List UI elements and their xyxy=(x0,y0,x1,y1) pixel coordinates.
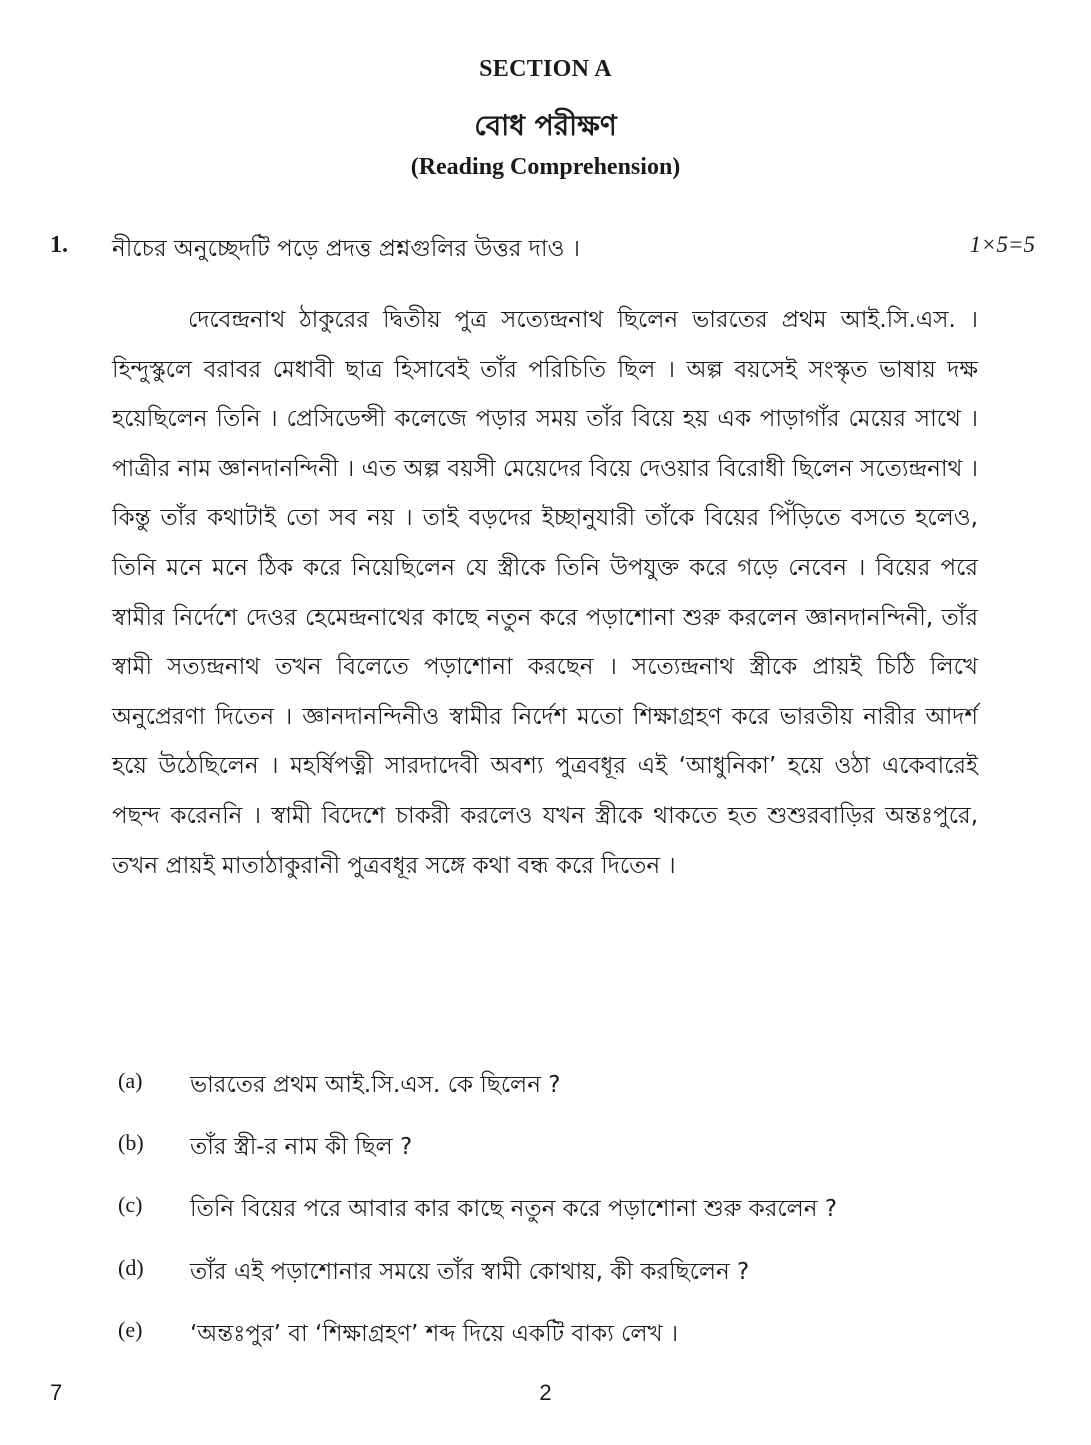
section-title: SECTION A xyxy=(479,56,612,82)
sub-question-text: তাঁর স্ত্রী-র নাম কী ছিল ? xyxy=(190,1134,413,1160)
sub-question-label: (b) xyxy=(118,1130,144,1155)
sub-question-label: (e) xyxy=(118,1317,143,1342)
page-number: 2 xyxy=(539,1380,552,1405)
sub-question-text: ভারতের প্রথম আই.সি.এস. কে ছিলেন ? xyxy=(190,1072,561,1098)
paper-code: 7 xyxy=(50,1380,63,1405)
sub-question-text: তিনি বিয়ের পরে আবার কার কাছে নতুন করে পড়াশোনা শুরু করলেন ? xyxy=(190,1196,838,1222)
sub-question-label: (d) xyxy=(118,1255,144,1280)
comprehension-passage: দেবেন্দ্রনাথ ঠাকুরের দ্বিতীয় পুত্র সত্যেন্দ্রনাথ ছিলেন ভারতের প্রথম আই.সি.এস. । হিন্দুস্কুলে বরাবর মেধাবী ছাত্র হিসাবেই তাঁর পরিচিতি ছিল । অল্প বয়সেই সংস্কৃত ভাষায় দক্ষ হয়েছিলেন তিনি । প্রেসিডেন্সী কলেজে পড়ার সময় তাঁর বিয়ে হয় এক পাড়াগাঁর মেয়ের সাথে । পাত্রীর নাম জ্ঞানদানন্দিনী । এত অল্প বয়সী মেয়েদের বিয়ে দেওয়ার বিরোধী ছিলেন সত্যেন্দ্রনাথ । কিন্তু তাঁর কথাটাই তো সব নয় । তাই বড়দের ইচ্ছানুযারী তাঁকে বিয়ের পিঁড়িতে বসতে হলেও, তিনি মনে মনে ঠিক করে নিয়েছিলেন যে স্ত্রীকে তিনি উপযুক্ত করে গড়ে নেবেন । বিয়ের পরে স্বামীর নির্দেশে দেওর হেমেন্দ্রনাথের কাছে নতুন করে পড়াশোনা শুরু করলেন জ্ঞানদানন্দিনী, তাঁর স্বামী সত্যন্দ্রনাথ তখন বিলেতে পড়াশোনা করছেন । সত্যেন্দ্রনাথ স্ত্রীকে প্রায়ই চিঠি লিখে অনুপ্রেরণা দিতেন । জ্ঞানদানন্দিনীও স্বামীর নির্দেশ মতো শিক্ষাগ্রহণ করে ভারতীয় নারীর আদর্শ হয়ে উঠেছিলেন । মহর্ষিপত্নী সারদাদেবী অবশ্য পুত্রবধূর এই ‘আধুনিকা’ হয়ে ওঠা একেবারেই পছন্দ করেননি । স্বামী বিদেশে চাকরী করলেও যখন স্ত্রীকে থাকতে হত শুশুরবাড়ির অন্তঃপুরে, তখন প্রায়ই মাতাঠাকুরানী পুত্রবধূর সঙ্গে কথা বন্ধ করে দিতেন । xyxy=(112,307,978,879)
question-instruction: নীচের অনুচ্ছেদটি পড়ে প্রদত্ত প্রশ্নগুলির উত্তর দাও । xyxy=(112,236,580,262)
sub-question-label: (a) xyxy=(118,1068,143,1093)
section-subtitle-bengali: বোধ পরীক্ষণ xyxy=(474,109,617,142)
section-subtitle-english: (Reading Comprehension) xyxy=(410,154,681,180)
question-number: 1. xyxy=(50,232,68,258)
sub-question-text: তাঁর এই পড়াশোনার সময়ে তাঁর স্বামী কোথায়, কী করছিলেন ? xyxy=(190,1259,750,1285)
sub-question-label: (c) xyxy=(118,1192,143,1217)
sub-question-text: ‘অন্তঃপুর’ বা ‘শিক্ষাগ্রহণ’ শব্দ দিয়ে একটি বাক্য লেখ । xyxy=(190,1321,679,1347)
question-marks: 1×5=5 xyxy=(969,232,1035,257)
